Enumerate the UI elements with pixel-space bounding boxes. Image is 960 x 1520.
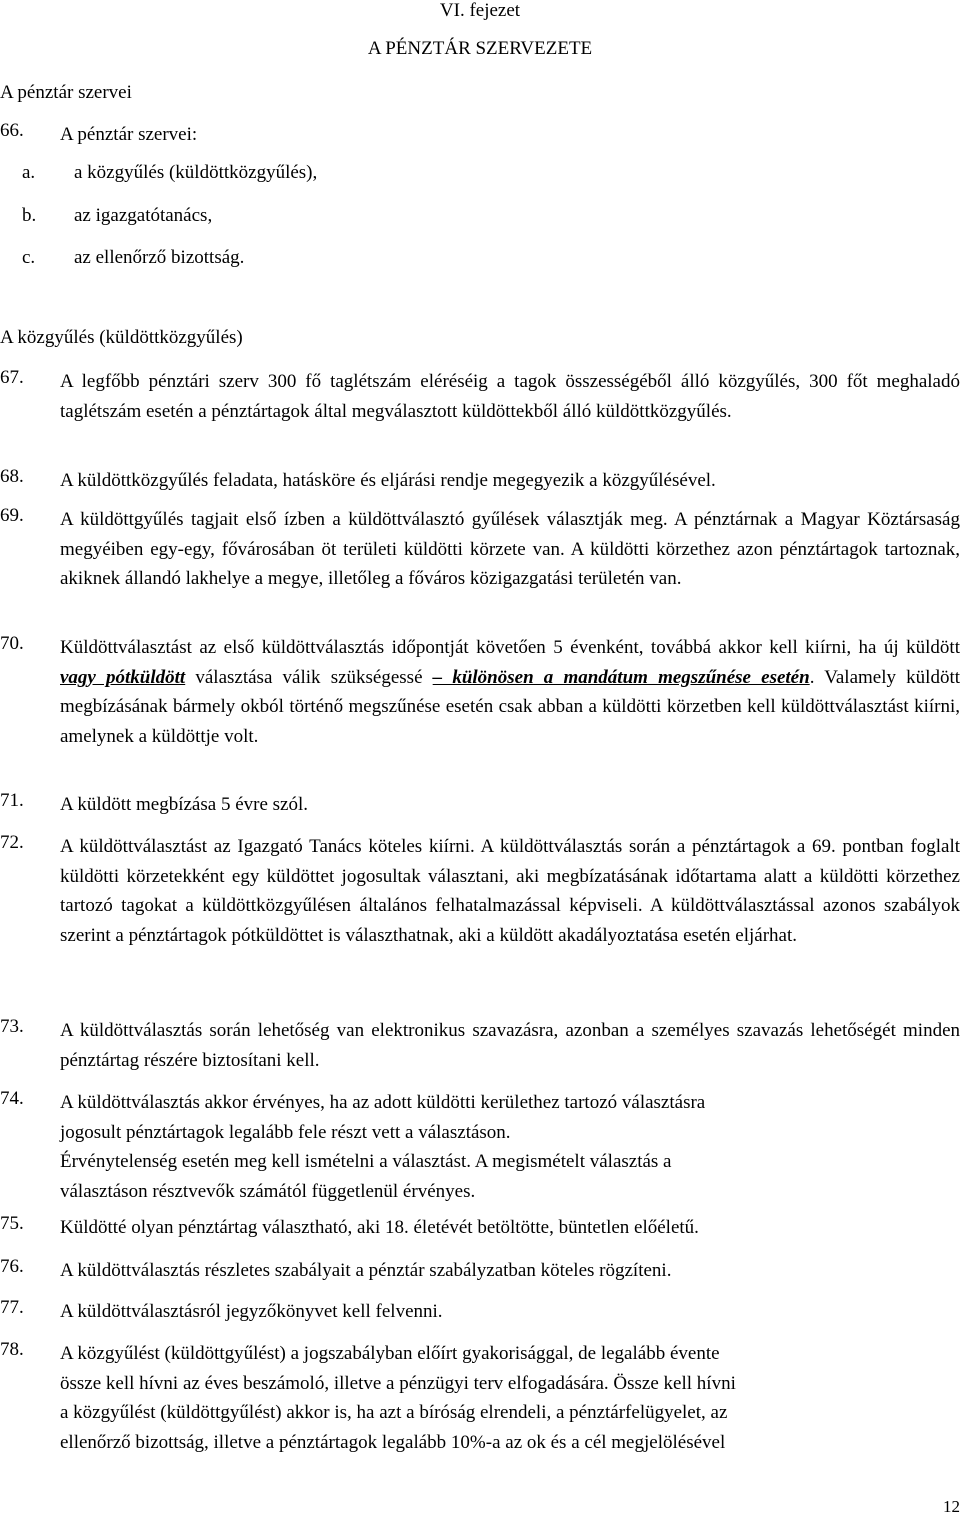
paragraph-line: Érvénytelenség esetén meg kell ismételni a választást. A megismételt választás a	[60, 1151, 672, 1172]
paragraph-number: 74.	[0, 1088, 24, 1109]
paragraph-71	[0, 790, 960, 820]
paragraph-text: A küldöttközgyűlés feladata, hatásköre és eljárási rendje megegyezik a közgyűlésével.	[60, 470, 716, 491]
paragraph-69	[0, 505, 960, 594]
underlined-insertion: – különösen a mandátum megszűnése esetén	[432, 666, 810, 688]
paragraph-text: A küldött megbízása 5 évre szól.	[60, 794, 308, 815]
paragraph-number: 67.	[0, 367, 24, 388]
paragraph-76	[0, 1256, 960, 1286]
paragraph-68	[0, 466, 960, 496]
paragraph-number: 78.	[0, 1339, 24, 1360]
list-text: az ellenőrző bizottság.	[74, 247, 245, 268]
paragraph-text-part: . Valamely küldött megbízásának bármely okból történő megszűnése esetén csak abban a küldötti körzetben kell küldöttválasztást kiírni, amelynek a küldöttje volt.	[60, 666, 960, 747]
list-label: b.	[22, 205, 37, 226]
paragraph-72	[0, 832, 960, 950]
paragraph-text: A pénztár szervei:	[60, 124, 198, 145]
paragraph-number: 73.	[0, 1016, 24, 1037]
paragraph-70	[0, 633, 960, 751]
paragraph-text: A küldöttválasztásról jegyzőkönyvet kell felvenni.	[60, 1301, 443, 1322]
paragraph-text-part: választása válik szükségessé	[185, 666, 433, 688]
paragraph-line: választáson résztvevők számától függetlenül érvényes.	[60, 1180, 476, 1202]
paragraph-75	[0, 1213, 960, 1243]
paragraph-text-part: Küldöttválasztást az első küldöttválasztás időpontját követően 5 évenként, továbbá akkor kell kiírni, ha új küldött	[60, 637, 960, 658]
paragraph-number: 71.	[0, 790, 24, 811]
paragraph-text: A küldöttválasztás részletes szabályait a pénztár szabályzatban köteles rögzíteni.	[60, 1260, 672, 1281]
paragraph-line: össze kell hívni az éves beszámoló, illetve a pénzügyi terv elfogadására. Össze kell hívni	[60, 1372, 736, 1394]
paragraph-78	[0, 1339, 960, 1457]
paragraph-text: A legfőbb pénztári szerv 300 fő taglétszám eléréséig a tagok összességéből álló közgyűlés, 300 főt meghaladó taglétszám esetén a pénztártagok által megválasztott küldöttekből álló küldöttközgyűlés.	[60, 371, 960, 422]
paragraph-number: 66.	[0, 120, 24, 141]
list-item	[22, 247, 244, 269]
paragraph-text	[60, 1339, 960, 1457]
paragraph-number: 72.	[0, 832, 24, 853]
paragraph-line: a közgyűlést (küldöttgyűlést) akkor is, ha azt a bíróság elrendeli, a pénztárfelügyelet, az	[60, 1402, 728, 1423]
paragraph-number: 75.	[0, 1213, 24, 1234]
section-heading-organs: A pénztár szervei	[0, 82, 132, 103]
chapter-number: VI. fejezet	[439, 0, 521, 21]
paragraph-text: A küldöttválasztás során lehetőség van elektronikus szavazásra, azonban a személyes szavazás lehetőségét minden pénztártag részére biztosítani kell.	[60, 1020, 960, 1071]
list-item	[22, 162, 317, 184]
paragraph-text: A küldöttválasztást az Igazgató Tanács köteles kiírni. A küldöttválasztás során a pénztártagok a 69. pontban foglalt küldötti körzetekként egy küldöttet jogosultak választani, aki megbízatásának időtartama alatt a küldötti körzethez tartozó tagokat a küldöttközgyűlésen általános felhatalmazással képviseli. A küldöttválasztással azonos szabályok szerint a pénztártagok pótküldöttet is választhatnak, aki a küldött akadályoztatása esetén eljárhat.	[60, 836, 960, 946]
list-label: a.	[22, 162, 36, 183]
paragraph-number: 69.	[0, 505, 24, 526]
paragraph-text: Küldötté olyan pénztártag választható, aki 18. életévét betöltötte, büntetlen előéletű.	[60, 1217, 699, 1238]
paragraph-77	[0, 1297, 960, 1327]
paragraph-number: 76.	[0, 1256, 24, 1277]
list-label: c.	[22, 247, 36, 268]
underlined-insertion: vagy pótküldött	[60, 666, 186, 688]
paragraph-67	[0, 367, 960, 426]
paragraph-text: A küldöttgyűlés tagjait első ízben a küldöttválasztó gyűlések választják meg. A pénztárnak a Magyar Köztársaság megyéiben egy-egy, fővárosában öt területi küldötti körzete van. A küldötti körzethez azon pénztártagok tartoznak, akiknek állandó lakhelye a megye, illetőleg a főváros közigazgatási területén van.	[60, 509, 960, 589]
paragraph-number: 68.	[0, 466, 24, 487]
paragraph-66	[0, 120, 960, 150]
paragraph-line: ellenőrző bizottság, illetve a pénztártagok legalább 10%-a az ok és a cél megjelölésével	[60, 1431, 726, 1453]
paragraph-line: jogosult pénztártagok legalább fele részt vett a választáson.	[60, 1121, 511, 1143]
paragraph-text	[60, 633, 960, 751]
section-heading-assembly: A közgyűlés (küldöttközgyűlés)	[0, 327, 243, 348]
paragraph-number: 70.	[0, 633, 24, 654]
paragraph-line: A közgyűlést (küldöttgyűlést) a jogszabályban előírt gyakorisággal, de legalább évente	[60, 1343, 720, 1364]
paragraph-number: 77.	[0, 1297, 24, 1318]
page-number: 12	[943, 1497, 960, 1516]
paragraph-line: A küldöttválasztás akkor érvényes, ha az adott küldötti kerülethez tartozó választásra	[60, 1092, 706, 1113]
list-text: a közgyűlés (küldöttközgyűlés),	[74, 162, 318, 183]
paragraph-74	[0, 1088, 960, 1206]
paragraph-text	[60, 1088, 960, 1206]
list-item	[22, 205, 212, 227]
paragraph-73	[0, 1016, 960, 1075]
list-text: az igazgatótanács,	[74, 205, 213, 226]
chapter-title: A PÉNZTÁR SZERVEZETE	[367, 38, 593, 59]
